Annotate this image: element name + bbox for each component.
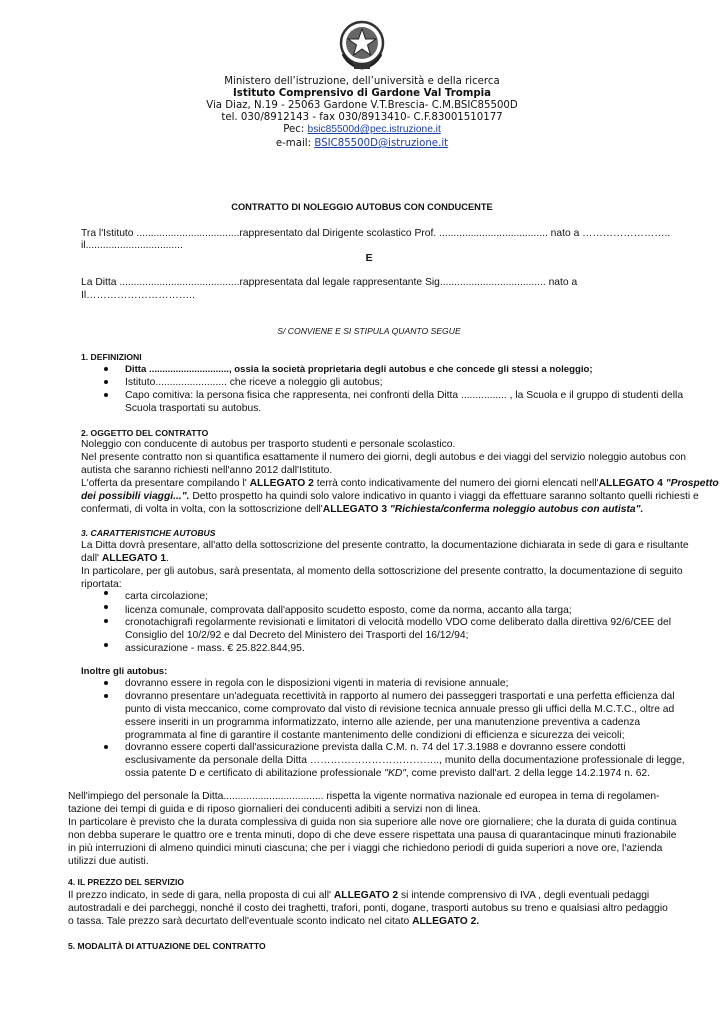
prezzo-l2: autostradali e dei parcheggi, nonché il costo dei traghetti, trafori, ponti, dogane, trasporti autobus su treno e qualsiasi altro pedaggio <box>68 903 668 914</box>
school-phone-fax: tel. 030/8912143 - fax 030/8913410- C.F.83001510177 <box>221 112 503 123</box>
school-name: Istituto Comprensivo di Gardone Val Trompia <box>232 88 492 99</box>
personale-l2: tazione dei tempi di guida e di riposo giornalieri dei conducenti adibiti a servizi non di linea. <box>68 804 481 815</box>
allegato-ref: ALLEGATO 2. <box>412 916 480 927</box>
doc-cronotachigrafi: cronotachigrafi regolarmente revisionati e limitatori di velocità modello VDO come deliberato dalla direttiva 92/6/CEE del <box>125 617 672 628</box>
section-3-heading: 3. CARATTERISTICHE AUTOBUS <box>81 528 216 538</box>
guida-l4: utilizzi due autisti. <box>68 856 149 867</box>
pec-link[interactable]: bsic85500d@pec.istruzione.it <box>307 124 441 135</box>
email-link[interactable]: BSIC85500D@istruzione.it <box>314 138 449 149</box>
section-2-p3-line3 <box>81 503 643 516</box>
req-recettivita-l1: dovranno presentare un'adeguata recettività in rapporto al numero dei passeggeri trasportati e una perfetta efficienza dal <box>125 691 675 702</box>
definition-capo-comitiva: Capo comitiva: la persona fisica che rappresenta, nei confronti della Ditta ................ , la Scuola e il gruppo di studenti della <box>125 390 684 401</box>
bullet <box>104 393 108 397</box>
text: o tassa. Tale prezzo sarà decurtato dell'eventuale sconto indicato nel citato <box>68 916 413 927</box>
section-2-p2-line1: Nel presente contratto non si quantifica esattamente il numero dei giorni, degli autobus e dei viaggi del servizio noleggio autobus con <box>81 452 687 463</box>
bullet <box>104 605 108 609</box>
bullet <box>104 681 108 685</box>
section-1-heading: 1. DEFINIZIONI <box>81 352 142 362</box>
section-2-heading: 2. OGGETTO DEL CONTRATTO <box>81 428 209 438</box>
prezzo-l1 <box>68 889 649 902</box>
contract-title: CONTRATTO DI NOLEGGIO AUTOBUS CON CONDUCENTE <box>231 202 493 212</box>
bullet <box>104 745 108 749</box>
ministry-line: Ministero dell’istruzione, dell’università e della ricerca <box>224 76 500 87</box>
personale-l1: Nell'impiego del personale la Ditta................................... rispetta la vigente normativa nazionale ed europea in tema di regolamen- <box>68 791 660 802</box>
section-3-p2-line2: riportata: <box>81 579 122 590</box>
party-company-line: La Ditta ..........................................rappresentata dal legale rappresentante Sig..................................... nato a <box>81 277 578 288</box>
section-2-p1: Noleggio con conducente di autobus per trasporto studenti e personale scolastico. <box>81 439 456 450</box>
section-3-p1-line2 <box>81 552 169 565</box>
bullet <box>104 643 108 647</box>
req-recettivita-l3: essere inseriti in un programma informatizzato, interno alle aziende, per una manutenzione preventiva a cadenza <box>125 717 641 728</box>
section-3-p2-line1: In particolare, per gli autobus, sarà presentata, al momento della sottoscrizione del presente contratto, la documentazione di seguito <box>81 566 683 577</box>
party-school-line: Tra l'Istituto ....................................rappresentato dal Dirigente scolastico Prof. ...................................... nato a …………………….. <box>81 228 671 239</box>
text: Il prezzo indicato, in sede di gara, nella proposta di cui all' <box>68 890 334 901</box>
text: , come previsto dall'art. 2 della legge 14.2.1974 n. 62. <box>405 768 651 779</box>
req-assicurazione-l3 <box>125 767 650 780</box>
guida-l3: in più interruzioni di almeno quindici minuti ciascuna; che per i viaggi che richiedono periodi di guida superiori a nove ore, l'azienda <box>68 843 663 854</box>
doc-cronotachigrafi-cont: Consiglio del 10/2/92 e dal Decreto del Ministero dei Trasporti del 16/12/94; <box>125 630 469 641</box>
definition-capo-comitiva-cont: Scuola trasportati su autobus. <box>125 403 262 414</box>
text: dall' <box>81 553 102 564</box>
email-line <box>0 138 724 150</box>
prezzo-l3 <box>68 915 479 928</box>
allegato-title: "Richiesta/conferma noleggio autobus con autista". <box>387 504 644 515</box>
party-school-date: il.................................. <box>81 240 183 251</box>
guida-l1: In particolare è previsto che la durata complessiva di guida non sia superiore alle nove ore giornaliere; che la durata di guida continua <box>68 817 677 828</box>
doc-carta-circolazione: carta circolazione; <box>125 591 208 602</box>
section-2-p3-line2 <box>81 490 699 503</box>
kd-label: "KD" <box>384 768 406 779</box>
allegato-ref: ALLEGATO 2 <box>249 478 314 489</box>
section-3-p1-line1: La Ditta dovrà presentare, all'atto della sottoscrizione del presente contratto, la documentazione dichiarata in sede di gara e risultante <box>81 540 689 551</box>
section-5-heading: 5. MODALITÀ DI ATTUAZIONE DEL CONTRATTO <box>68 941 266 951</box>
text: confermati, di volta in volta, con la sottoscrizione dell' <box>81 504 323 515</box>
bullet <box>104 380 108 384</box>
req-recettivita-l2: punto di vista meccanico, come comprovato dal visto di revisione tecnica annuale presso gli uffici della M.C.T.C., oltre ad <box>125 704 675 715</box>
bullet <box>104 591 108 595</box>
text: Detto prospetto ha quindi solo valore indicativo in quanto i viaggi da effettuare saranno soltanto quelli richiesti e <box>189 491 699 502</box>
doc-licenza-comunale: licenza comunale, comprovata dall'apposito scudetto esposto, come da norma, accanto alla targa; <box>125 605 572 616</box>
bullet <box>104 619 108 623</box>
allegato-ref: ALLEGATO 1 <box>101 553 167 564</box>
allegato-title: "Prospetto <box>662 478 719 489</box>
bullet <box>104 367 108 371</box>
section-2-p3-line1 <box>81 477 719 490</box>
republic-emblem-icon <box>335 18 389 72</box>
text: . <box>166 553 169 564</box>
party-company-date: Il………………………….. <box>81 290 195 301</box>
conjunction-e: E <box>365 253 373 264</box>
text: L'offerta da presentare compilando l' <box>81 478 250 489</box>
req-assicurazione-l2: esclusivamente da personale della Ditta ……………………………….., munito della documentazione professionale di legge, <box>125 755 685 766</box>
section-2-p2-line2: autista che saranno richiesti nell'anno 2012 dall'Istituto. <box>81 465 333 476</box>
allegato-title: dei possibili viaggi...". <box>81 491 190 502</box>
definition-istituto: Istituto......................... che riceve a noleggio gli autobus; <box>125 377 383 388</box>
section-4-heading: 4. IL PREZZO DEL SERVIZIO <box>68 877 185 887</box>
allegato-ref: ALLEGATO 4 <box>598 478 663 489</box>
req-revisione: dovranno essere in regola con le disposizioni vigenti in materia di revisione annuale; <box>125 678 509 689</box>
inoltre-heading: Inoltre gli autobus: <box>81 666 168 677</box>
guida-l2: non debba superare le quattro ore e trenta minuti, dopo di che deve essere rispettata una pausa di quarantacinque minuti frazionabile <box>68 830 677 841</box>
text: ossia patente D e certificato di abilitazione professionale <box>125 768 385 779</box>
doc-assicurazione: assicurazione - mass. € 25.822.844,95. <box>125 643 305 654</box>
email-label: e-mail: <box>275 138 312 149</box>
req-recettivita-l4: programmata al fine di garantire il costante mantenimento delle condizioni di efficienza e sicurezza dei veicoli; <box>125 730 625 741</box>
pec-line <box>0 124 724 136</box>
req-assicurazione-l1: dovranno essere coperti dall'assicurazione prevista dalla C.M. n. 74 del 17.3.1988 e dovranno essere condotti <box>125 742 626 753</box>
definition-ditta: Ditta .............................., ossia la società proprietaria degli autobus e che concede gli stessi a noleggio; <box>125 364 593 375</box>
allegato-ref: ALLEGATO 2 <box>333 890 399 901</box>
text: terrà conto indicativamente del numero dei giorni elencati nell' <box>313 478 599 489</box>
bullet <box>104 694 108 698</box>
allegato-ref: ALLEGATO 3 <box>322 504 388 515</box>
pec-label: Pec: <box>283 124 305 135</box>
text: si intende comprensivo di IVA , degli eventuali pedaggi <box>398 890 650 901</box>
school-address: Via Diaz, N.19 - 25063 Gardone V.T.Brescia- C.M.BSIC85500D <box>206 100 518 111</box>
stipula-line: S/ CONVIENE E SI STIPULA QUANTO SEGUE <box>277 326 461 336</box>
